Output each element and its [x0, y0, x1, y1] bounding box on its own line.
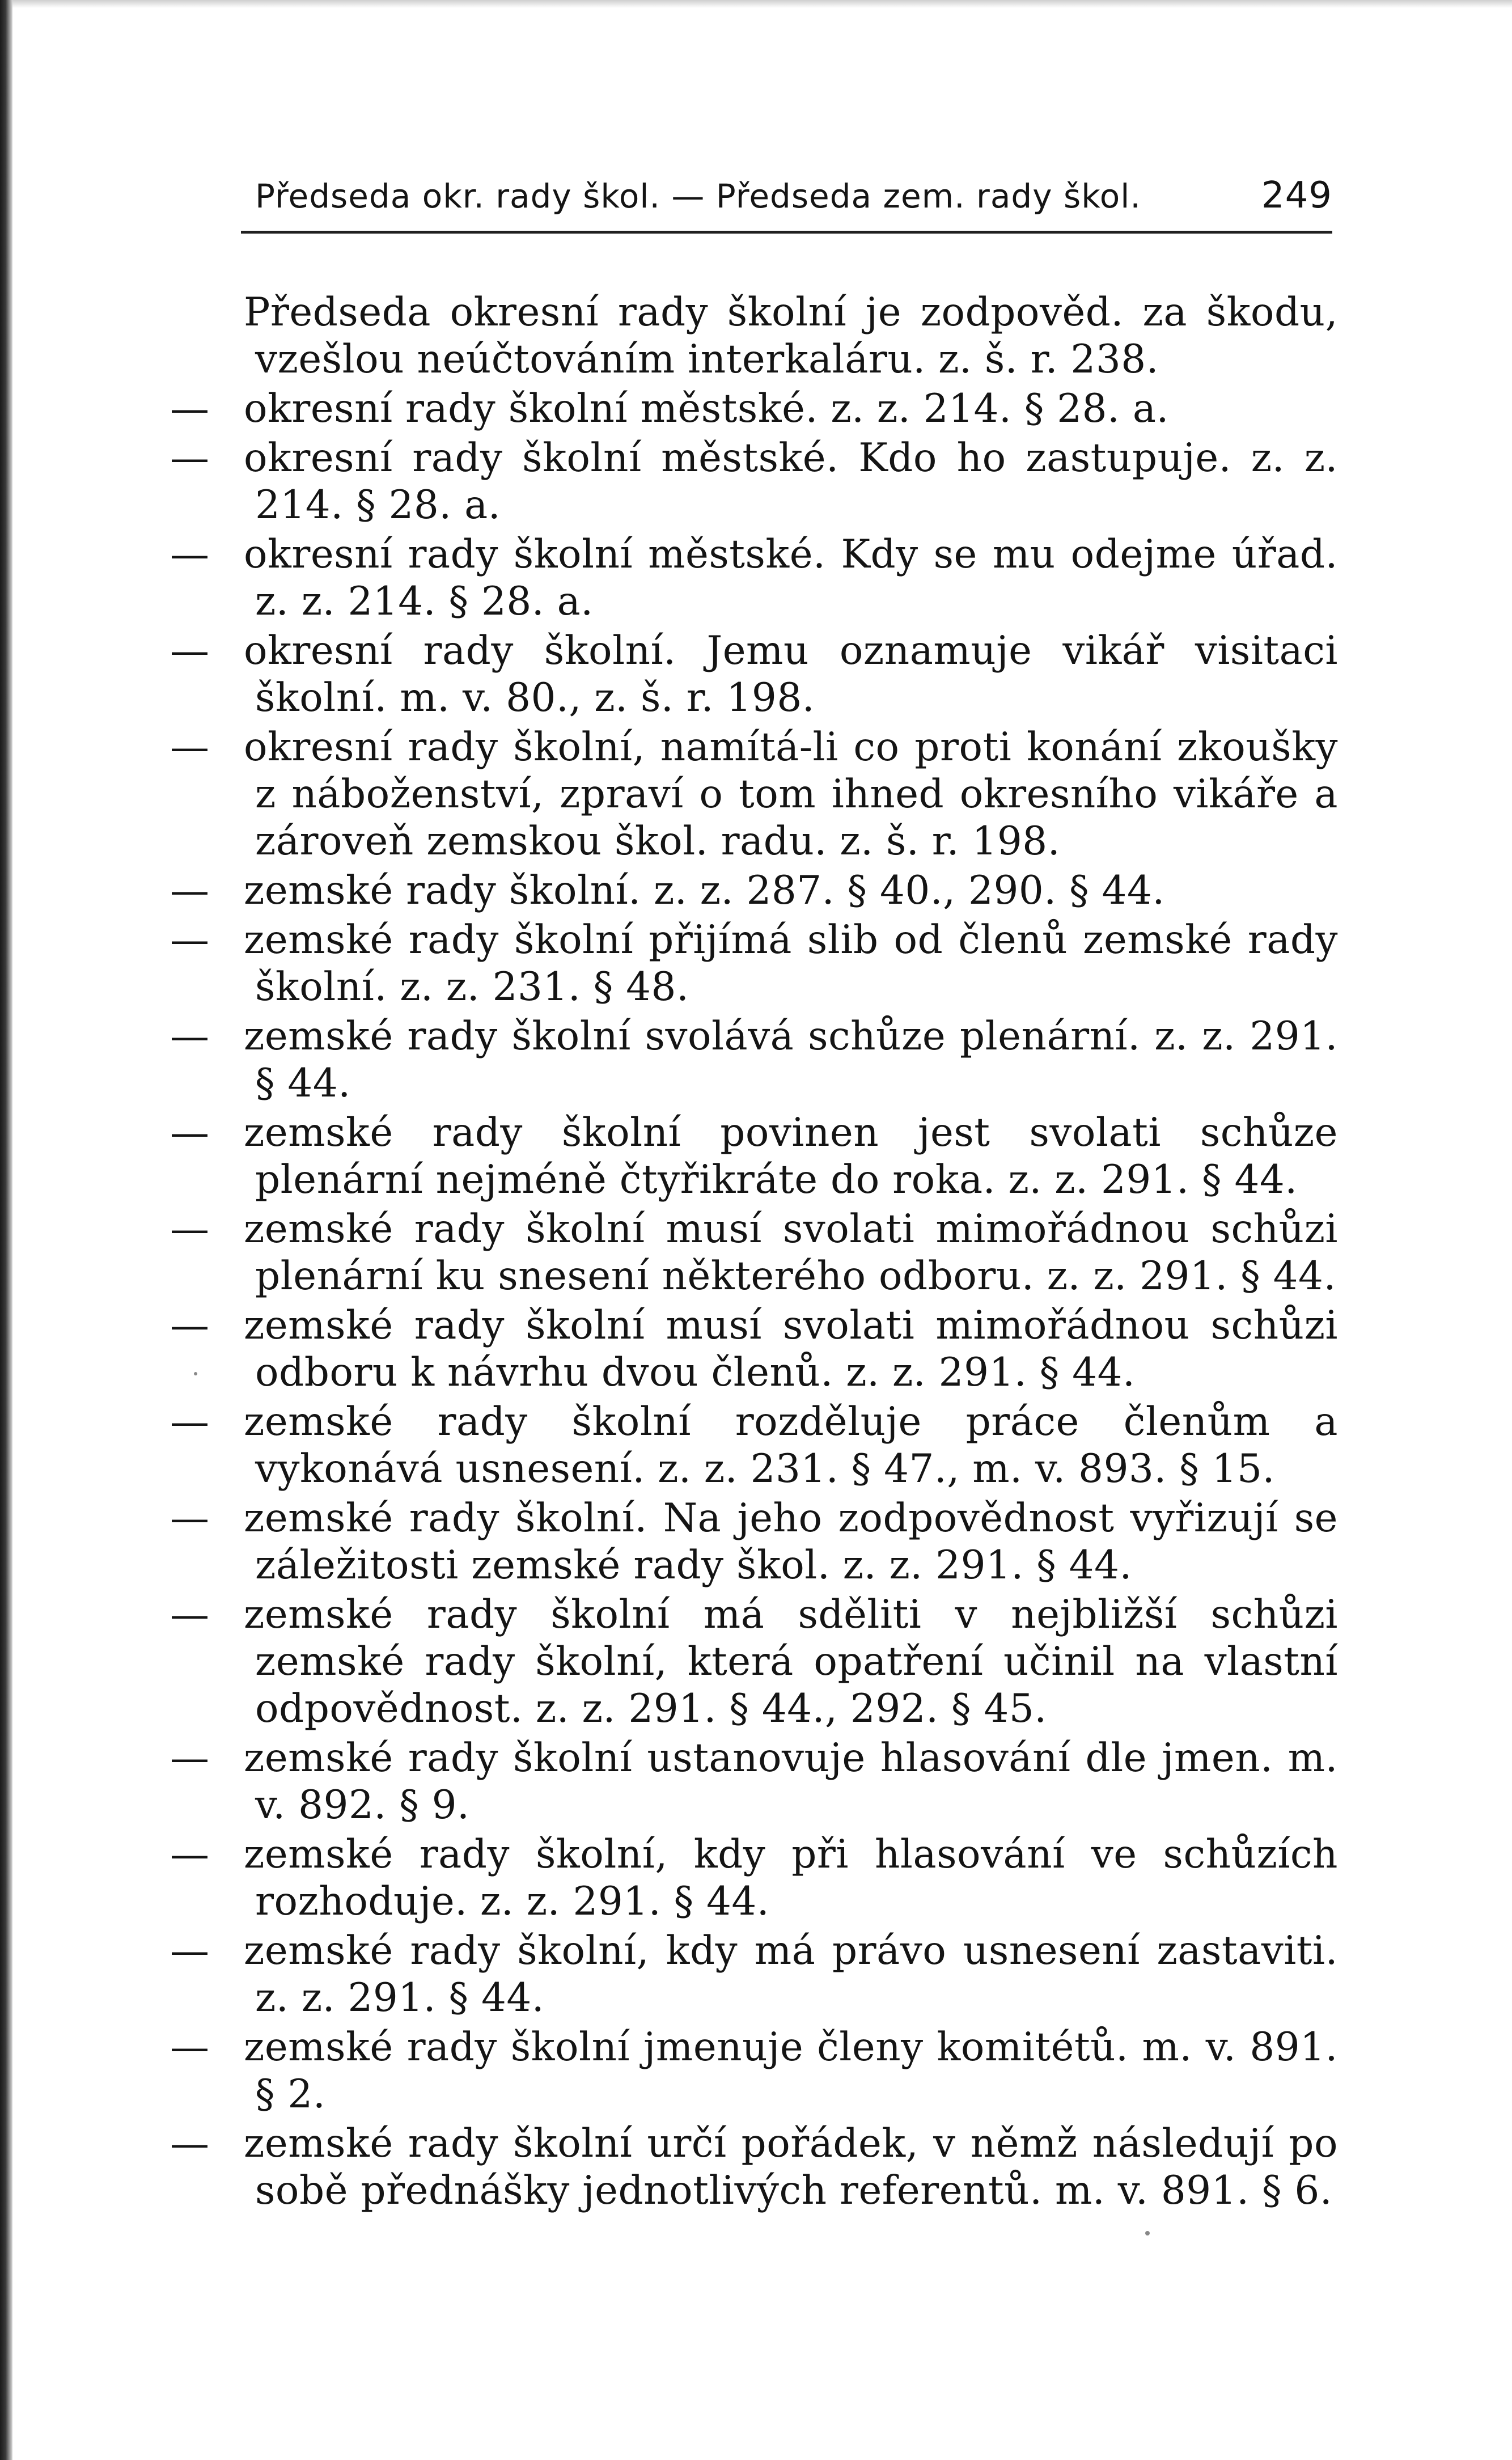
index-entry [170, 2120, 1338, 2215]
entry-text: zemské rady školní rozděluje práce členům a vykonává usnesení. z. z. 231. § 47., m. v. 893. § 15. [244, 1399, 1338, 1492]
index-entry [170, 531, 1338, 625]
entry-dash: — [170, 1399, 210, 1445]
index-entry [170, 724, 1338, 865]
entry-dash: — [170, 1014, 210, 1059]
entry-text: Předseda okresní rady školní je zodpověd. za škodu, vzešlou neúčtováním interkaláru. z. š. r. 238. [244, 290, 1338, 382]
entry-text: zemské rady školní musí svolati mimořádnou schůzi plenární ku snesení některého odboru. z. z. 291. § 44. [244, 1206, 1338, 1299]
entry-text: zemské rady školní určí pořádek, v němž následují po sobě přednášky jednotlivých referentů. m. v. 891. § 6. [244, 2121, 1338, 2213]
index-entry [170, 1206, 1338, 1300]
entry-text: okresní rady školní městské. z. z. 214. § 28. a. [244, 386, 1169, 431]
entry-text: zemské rady školní povinen jest svolati schůze plenární nejméně čtyřikráte do roka. z. z. 291. § 44. [244, 1110, 1338, 1203]
entry-text: zemské rady školní, kdy má právo usnesení zastaviti. z. z. 291. § 44. [244, 1928, 1338, 2021]
entry-dash: — [170, 1928, 210, 1974]
entry-text: zemské rady školní. Na jeho zodpovědnost vyřizují se záležitosti zemské rady škol. z. z. 291. § 44. [244, 1496, 1338, 1588]
index-entry [170, 1302, 1338, 1396]
index-entry [170, 917, 1338, 1011]
entry-text: okresní rady školní městské. Kdo ho zastupuje. z. z. 214. § 28. a. [244, 435, 1338, 528]
running-head [255, 170, 1332, 221]
entry-dash: — [170, 725, 210, 770]
index-entry [170, 1928, 1338, 2022]
entry-dash: — [170, 1592, 210, 1637]
index-entry [170, 1110, 1338, 1204]
index-entry [170, 386, 1338, 433]
scan-edge [0, 0, 12, 2460]
entry-text: zemské rady školní svolává schůze plenární. z. z. 291. § 44. [244, 1014, 1338, 1106]
index-entry [170, 1399, 1338, 1493]
scan-edge-top [12, 0, 1512, 8]
index-entry [170, 289, 1338, 383]
index-entry [170, 867, 1338, 914]
index-entry [170, 1831, 1338, 1925]
index-entry [170, 1013, 1338, 1107]
entry-text: zemské rady školní. z. z. 287. § 40., 290. § 44. [244, 868, 1165, 913]
entry-dash: — [170, 2121, 210, 2166]
index-entry [170, 1495, 1338, 1589]
entry-dash: — [170, 386, 210, 431]
page-number: 249 [1261, 175, 1332, 217]
index-entry [170, 2024, 1338, 2118]
entry-text: okresní rady školní městské. Kdy se mu odejme úřad. z. z. 214. § 28. a. [244, 532, 1338, 624]
entry-text: zemské rady školní jmenuje členy komitétů. m. v. 891. § 2. [244, 2025, 1338, 2117]
scan-speck [1145, 2231, 1150, 2235]
entry-text: zemské rady školní, kdy při hlasování ve schůzích rozhoduje. z. z. 291. § 44. [244, 1832, 1338, 1924]
entry-text: okresní rady školní. Jemu oznamuje vikář visitaci školní. m. v. 80., z. š. r. 198. [244, 628, 1338, 721]
index-entry [170, 1735, 1338, 1829]
index-entry [170, 1591, 1338, 1733]
entry-text: zemské rady školní musí svolati mimořádnou schůzi odboru k návrhu dvou členů. z. z. 291. § 44. [244, 1303, 1338, 1395]
scan-speck [194, 1372, 197, 1375]
entry-dash: — [170, 1303, 210, 1348]
entry-text: zemské rady školní má sděliti v nejbližší schůzi zemské rady školní, která opatření učinil na vlastní odpovědnost. z. z. 291. § 44., 292. § 45. [244, 1592, 1338, 1731]
index-entry [170, 628, 1338, 722]
index-entry [170, 435, 1338, 529]
entry-dash: — [170, 917, 210, 963]
entry-dash: — [170, 1496, 210, 1541]
entry-dash: — [170, 1735, 210, 1781]
entry-dash: — [170, 1110, 210, 1155]
entry-dash: — [170, 1206, 210, 1252]
index-entries [170, 289, 1338, 2217]
header-rule [241, 231, 1332, 234]
entry-text: zemské rady školní ustanovuje hlasování dle jmen. m. v. 892. § 9. [244, 1735, 1338, 1828]
entry-dash: — [170, 435, 210, 481]
entry-text: zemské rady školní přijímá slib od členů zemské rady školní. z. z. 231. § 48. [244, 917, 1338, 1010]
entry-text: okresní rady školní, namítá-li co proti konání zkoušky z náboženství, zpraví o tom ihned okresního vikáře a zároveň zemskou škol. radu. z. š. r. 198. [244, 725, 1338, 864]
entry-dash: — [170, 532, 210, 577]
running-head-title: Předseda okr. rady škol. — Předseda zem. rady škol. [255, 177, 1141, 215]
entry-dash: — [170, 1832, 210, 1877]
entry-dash: — [170, 2025, 210, 2070]
entry-dash: — [170, 628, 210, 674]
entry-dash: — [170, 868, 210, 913]
